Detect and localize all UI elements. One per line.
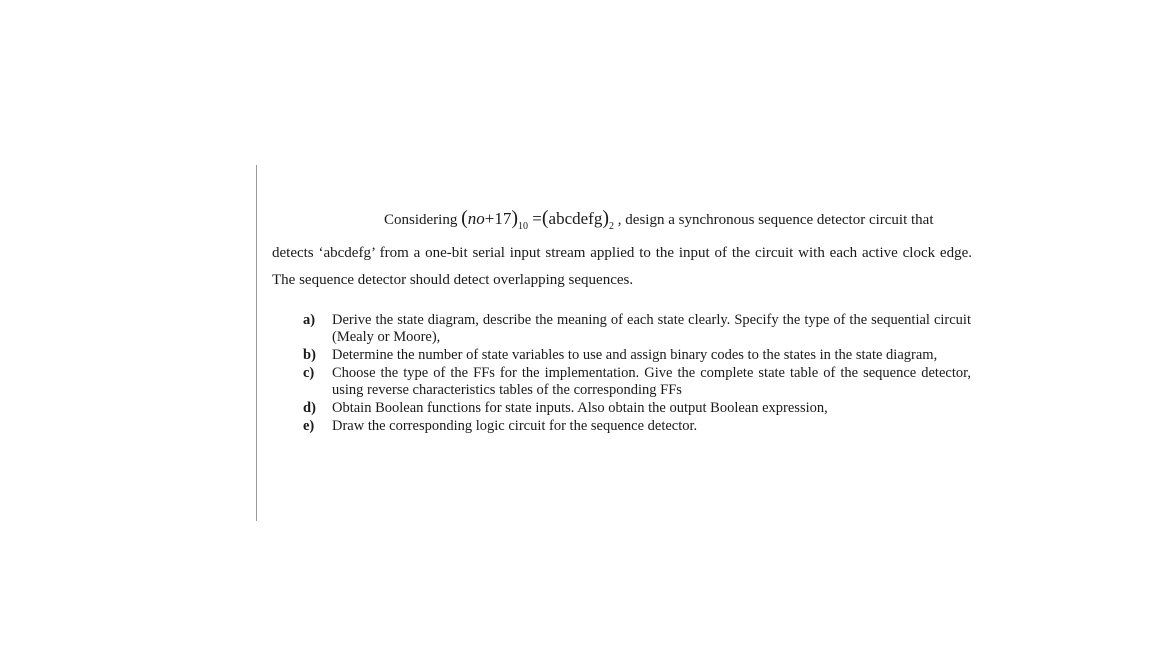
task-text: Determine the number of state variables to use and assign binary codes to the states in the state diagram, (332, 347, 938, 363)
formula (461, 207, 615, 232)
formula-equals: = (532, 209, 542, 228)
left-margin-rule (256, 165, 257, 521)
task-letter: c) (303, 365, 315, 381)
task-text: Derive the state diagram, describe the meaning of each state clearly. Specify the type of the sequential circuit (Mealy or Moore), (332, 312, 971, 345)
formula-subscript-10: 10 (518, 221, 529, 232)
formula-subscript-2: 2 (609, 221, 615, 232)
task-letter: d) (303, 400, 316, 416)
intro-rest-lines: detects ‘abcdefg’ from a one-bit serial input stream applied to the input of the circuit with each active clock edge. The sequence detector should detect overlapping sequences. (272, 245, 972, 288)
formula-rhs-variable: abcdefg (548, 209, 603, 228)
formula-variable: no (467, 209, 485, 228)
task-letter: a) (303, 312, 316, 328)
intro-first-line (272, 205, 972, 240)
task-text: Obtain Boolean functions for state inputs. Also obtain the output Boolean expression, (332, 400, 828, 416)
formula-plus-17: +17 (484, 209, 512, 228)
task-text: Choose the type of the FFs for the implementation. Give the complete state table of the sequence detector, using reverse characteristics tables of the corresponding FFs (332, 365, 971, 398)
task-list (303, 312, 971, 436)
intro-rest-line1: , design a synchronous sequence detector circuit that (617, 212, 934, 228)
task-text: Draw the corresponding logic circuit for the sequence detector. (332, 418, 698, 434)
task-item-e (303, 418, 971, 435)
formula-rhs-close-paren: ) (602, 207, 610, 229)
formula-rhs-open-paren: ( (541, 207, 549, 229)
formula-close-paren: ) (511, 207, 519, 229)
formula-open-paren: ( (461, 207, 468, 229)
task-letter: b) (303, 347, 316, 363)
task-item-a (303, 312, 971, 346)
task-letter: e) (303, 418, 315, 434)
task-item-d (303, 400, 971, 417)
task-item-c (303, 365, 971, 399)
intro-prefix: Considering (384, 212, 458, 228)
task-item-b (303, 347, 971, 364)
problem-intro (272, 205, 972, 294)
